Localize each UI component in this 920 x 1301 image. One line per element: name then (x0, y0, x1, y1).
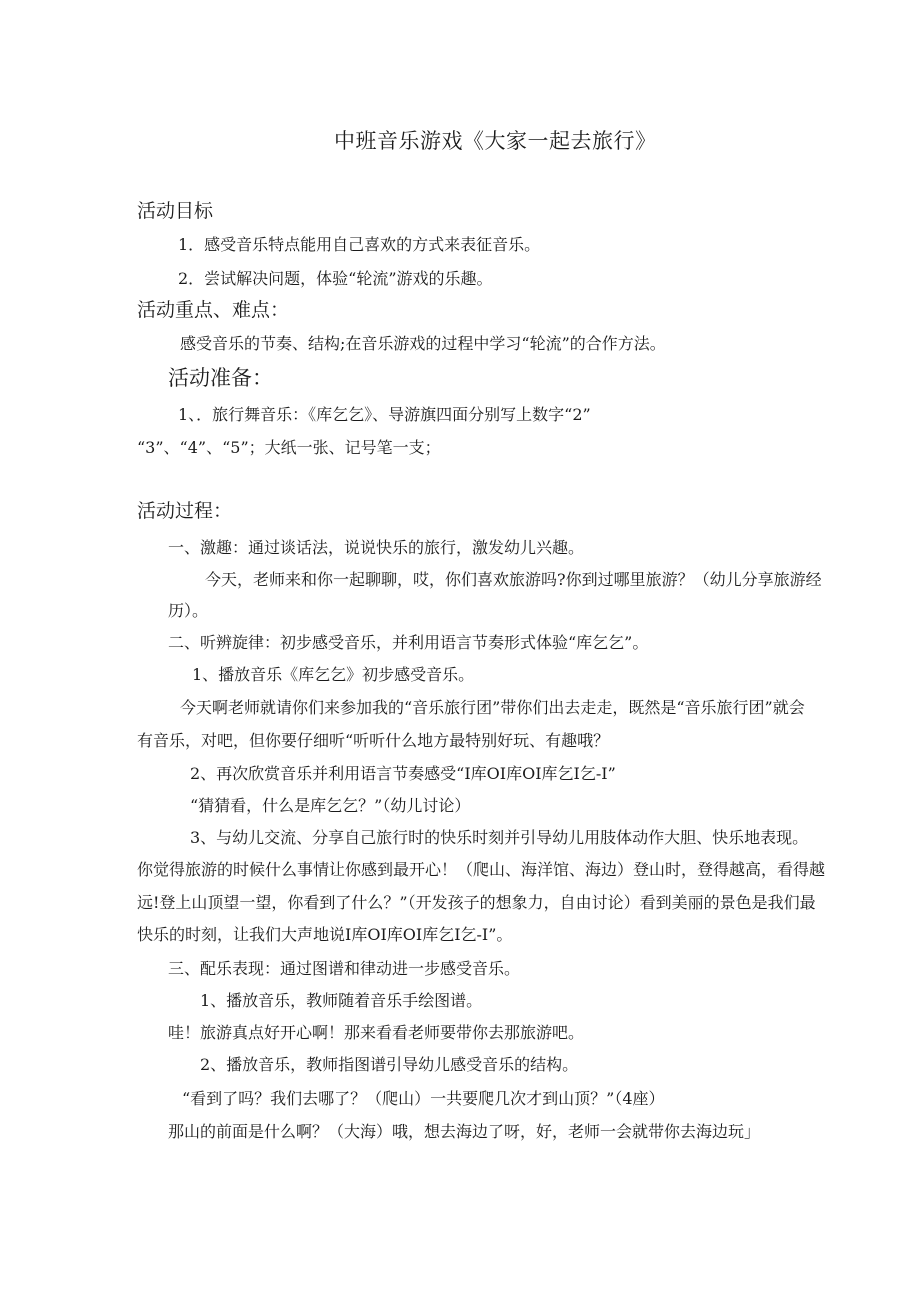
process-para: 2、播放音乐，教师指图谱引导幼儿感受音乐的结构。 (200, 1055, 579, 1074)
process-heading: 活动过程： (137, 500, 233, 522)
process-para: 二、听辨旋律：初步感受音乐，并利用语言节奏形式体验“库乞乞”。 (168, 633, 649, 652)
process-para: 3、与幼儿交流、分享自己旅行时的快乐时刻并引导幼儿用肢体动作大胆、快乐地表现。 (190, 828, 809, 847)
process-para: 一、激趣：通过谈话法，说说快乐的旅行，激发幼儿兴趣。 (168, 538, 585, 557)
process-para: 你觉得旅游的时候什么事情让你感到最开心！（爬山、海洋馆、海边）登山时，登得越高，看得越 (137, 860, 826, 879)
process-para: 2、再次欣赏音乐并利用语言节奏感受“I库OI库OI库乞I乞-I” (190, 764, 616, 783)
process-para: 快乐的时刻，让我们大声地说I库OI库OI库乞I乞-I”。 (137, 925, 513, 944)
key-points-text: 感受音乐的节奏、结构;在音乐游戏的过程中学习“轮流”的合作方法。 (180, 334, 666, 353)
goal-item-2: 2．尝试解决问题，体验“轮流”游戏的乐趣。 (178, 269, 493, 288)
goal-item-1: 1．感受音乐特点能用自己喜欢的方式来表征音乐。 (178, 235, 541, 254)
process-para: 历）。 (168, 601, 209, 620)
process-para: 今天，老师来和你一起聊聊，哎，你们喜欢旅游吗?你到过哪里旅游？（幼儿分享旅游经 (205, 570, 822, 589)
process-para: “猜猜看，什么是库乞乞？”（幼儿讨论） (190, 796, 471, 815)
process-para: 1、播放音乐，教师随着音乐手绘图谱。 (200, 991, 483, 1010)
document-title: 中班音乐游戏《大家一起去旅行》 (334, 129, 657, 153)
process-para: “看到了吗？我们去哪了？（爬山）一共要爬几次才到山顶？”（4座） (182, 1089, 665, 1108)
process-para: 哇！旅游真点好开心啊！那来看看老师要带你去那旅游吧。 (168, 1023, 585, 1042)
preparation-item-1: 1、．旅行舞音乐：《库乞乞》、导游旗四面分别写上数字“2” (178, 405, 591, 424)
process-para: 1、播放音乐《库乞乞》初步感受音乐。 (192, 665, 475, 684)
preparation-item-1-cont: “3”、“4”、“5”；大纸一张、记号笔一支； (137, 438, 441, 457)
process-para: 三、配乐表现：通过图谱和律动进一步感受音乐。 (168, 959, 521, 978)
goals-heading: 活动目标 (137, 200, 214, 222)
process-para: 那山的前面是什么啊？（大海）哦，想去海边了呀，好，老师一会就带你去海边玩」 (168, 1122, 761, 1141)
process-para: 远!登上山顶望一望，你看到了什么？”（开发孩子的想象力，自由讨论）看到美丽的景色是我们最 (137, 893, 816, 912)
process-para: 有音乐，对吧，但你要仔细听“听听什么地方最特别好玩、有趣哦？ (137, 731, 610, 750)
key-points-heading: 活动重点、难点： (137, 299, 290, 321)
preparation-heading: 活动准备： (168, 366, 273, 390)
process-para: 今天啊老师就请你们来参加我的“音乐旅行团”带你们出去走走，既然是“音乐旅行团”就会 (180, 698, 805, 717)
